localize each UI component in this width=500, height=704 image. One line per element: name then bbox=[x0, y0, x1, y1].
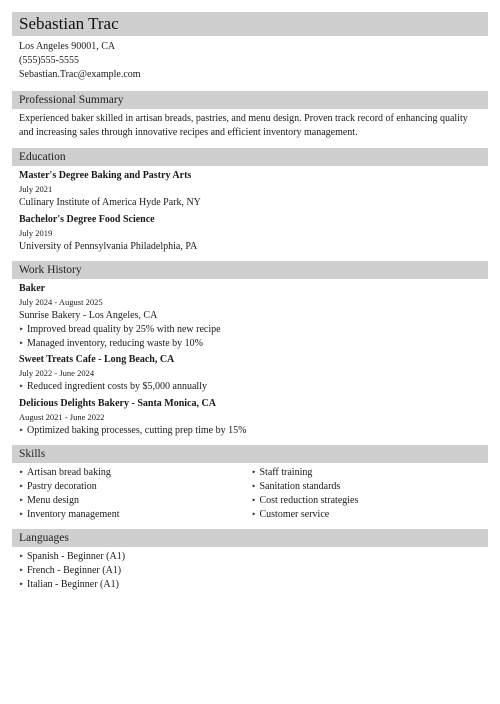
list-item bbox=[252, 494, 485, 508]
skills-heading-label: Skills bbox=[19, 448, 46, 460]
job-dates: July 2022 - June 2024 bbox=[19, 368, 95, 378]
bullet-icon: ‣ bbox=[251, 496, 257, 505]
job-entry bbox=[19, 397, 484, 438]
job-dates: July 2024 - August 2025 bbox=[19, 297, 103, 307]
job-bullets bbox=[19, 380, 484, 394]
section-heading-education bbox=[12, 148, 488, 166]
skill-text: Customer service bbox=[259, 509, 330, 520]
degree: Master's Degree Baking and Pastry Arts bbox=[19, 170, 192, 181]
section-heading-work-history bbox=[12, 261, 488, 279]
bullet-icon: ‣ bbox=[19, 510, 24, 519]
skills-list bbox=[12, 466, 488, 522]
job-bullets bbox=[19, 323, 484, 351]
skills-column-left bbox=[19, 466, 252, 522]
school: University of Pennsylvania Philadelphia, PA bbox=[19, 241, 198, 252]
job-bullets bbox=[19, 424, 484, 438]
skills-column-right bbox=[252, 466, 485, 522]
school: Culinary Institute of America Hyde Park, NY bbox=[19, 197, 201, 208]
language-text: French - Beginner (A1) bbox=[27, 565, 122, 576]
bullet-icon: ‣ bbox=[19, 325, 24, 334]
bullet-text: Managed inventory, reducing waste by 10% bbox=[27, 338, 203, 349]
phone: (555)555-5555 bbox=[19, 55, 79, 66]
list-item bbox=[19, 380, 484, 394]
job-entry bbox=[19, 282, 484, 351]
list-item bbox=[19, 508, 252, 522]
bullet-icon: ‣ bbox=[251, 468, 257, 477]
section-heading-summary bbox=[12, 91, 488, 109]
bullet-icon: ‣ bbox=[251, 482, 257, 491]
list-item bbox=[252, 480, 485, 494]
list-item bbox=[19, 578, 484, 592]
list-item bbox=[19, 466, 252, 480]
section-heading-skills bbox=[12, 445, 488, 463]
name-header bbox=[12, 12, 488, 36]
list-item bbox=[19, 337, 484, 351]
bullet-text: Optimized baking processes, cutting prep time by 15% bbox=[27, 425, 247, 436]
summary-heading-label: Professional Summary bbox=[19, 94, 124, 106]
education-entry bbox=[19, 213, 484, 254]
list-item bbox=[19, 323, 484, 337]
education-list bbox=[12, 169, 488, 254]
job-title: Baker bbox=[19, 283, 46, 294]
bullet-icon: ‣ bbox=[19, 482, 24, 491]
education-date: July 2021 bbox=[19, 184, 53, 194]
address: Los Angeles 90001, CA bbox=[19, 41, 116, 52]
languages-bullets bbox=[19, 550, 484, 592]
section-heading-languages bbox=[12, 529, 488, 547]
degree: Bachelor's Degree Food Science bbox=[19, 214, 155, 225]
work-history-list bbox=[12, 282, 488, 438]
languages-list bbox=[12, 550, 488, 592]
skill-text: Sanitation standards bbox=[259, 481, 341, 492]
language-text: Spanish - Beginner (A1) bbox=[27, 551, 126, 562]
skill-text: Artisan bread baking bbox=[27, 467, 111, 478]
bullet-icon: ‣ bbox=[19, 566, 24, 575]
list-item bbox=[19, 424, 484, 438]
job-title: Delicious Delights Bakery - Santa Monica, CA bbox=[19, 398, 216, 409]
list-item bbox=[252, 466, 485, 480]
contact-info bbox=[12, 40, 488, 82]
bullet-text: Reduced ingredient costs by $5,000 annually bbox=[27, 381, 207, 392]
skill-text: Staff training bbox=[259, 467, 313, 478]
resume-page bbox=[12, 12, 488, 592]
list-item bbox=[19, 494, 252, 508]
education-entry bbox=[19, 169, 484, 210]
job-entry bbox=[19, 353, 484, 394]
bullet-icon: ‣ bbox=[19, 496, 24, 505]
summary-text: Experienced baker skilled in artisan breads, pastries, and menu design. Proven track record of enhancing quality and increasing sales through innovative recipes and efficient inventory management. bbox=[19, 113, 468, 138]
skill-text: Cost reduction strategies bbox=[259, 495, 359, 506]
education-date: July 2019 bbox=[19, 228, 53, 238]
email: Sebastian.Trac@example.com bbox=[19, 69, 141, 80]
bullet-icon: ‣ bbox=[19, 339, 24, 348]
languages-heading-label: Languages bbox=[19, 532, 69, 544]
skill-text: Menu design bbox=[27, 495, 79, 506]
bullet-icon: ‣ bbox=[19, 426, 24, 435]
candidate-name: Sebastian Trac bbox=[19, 14, 119, 33]
job-dates: August 2021 - June 2022 bbox=[19, 412, 105, 422]
language-text: Italian - Beginner (A1) bbox=[27, 579, 119, 590]
list-item bbox=[19, 564, 484, 578]
education-heading-label: Education bbox=[19, 151, 66, 163]
skill-text: Pastry decoration bbox=[27, 481, 97, 492]
bullet-icon: ‣ bbox=[251, 510, 257, 519]
bullet-icon: ‣ bbox=[19, 382, 24, 391]
work-heading-label: Work History bbox=[19, 264, 82, 276]
skill-text: Inventory management bbox=[27, 509, 120, 520]
bullet-icon: ‣ bbox=[19, 580, 24, 589]
bullet-icon: ‣ bbox=[19, 552, 24, 561]
list-item bbox=[252, 508, 485, 522]
bullet-icon: ‣ bbox=[19, 468, 24, 477]
list-item bbox=[19, 550, 484, 564]
job-title: Sweet Treats Cafe - Long Beach, CA bbox=[19, 354, 175, 365]
job-company: Sunrise Bakery - Los Angeles, CA bbox=[19, 310, 158, 321]
bullet-text: Improved bread quality by 25% with new recipe bbox=[27, 324, 221, 335]
list-item bbox=[19, 480, 252, 494]
